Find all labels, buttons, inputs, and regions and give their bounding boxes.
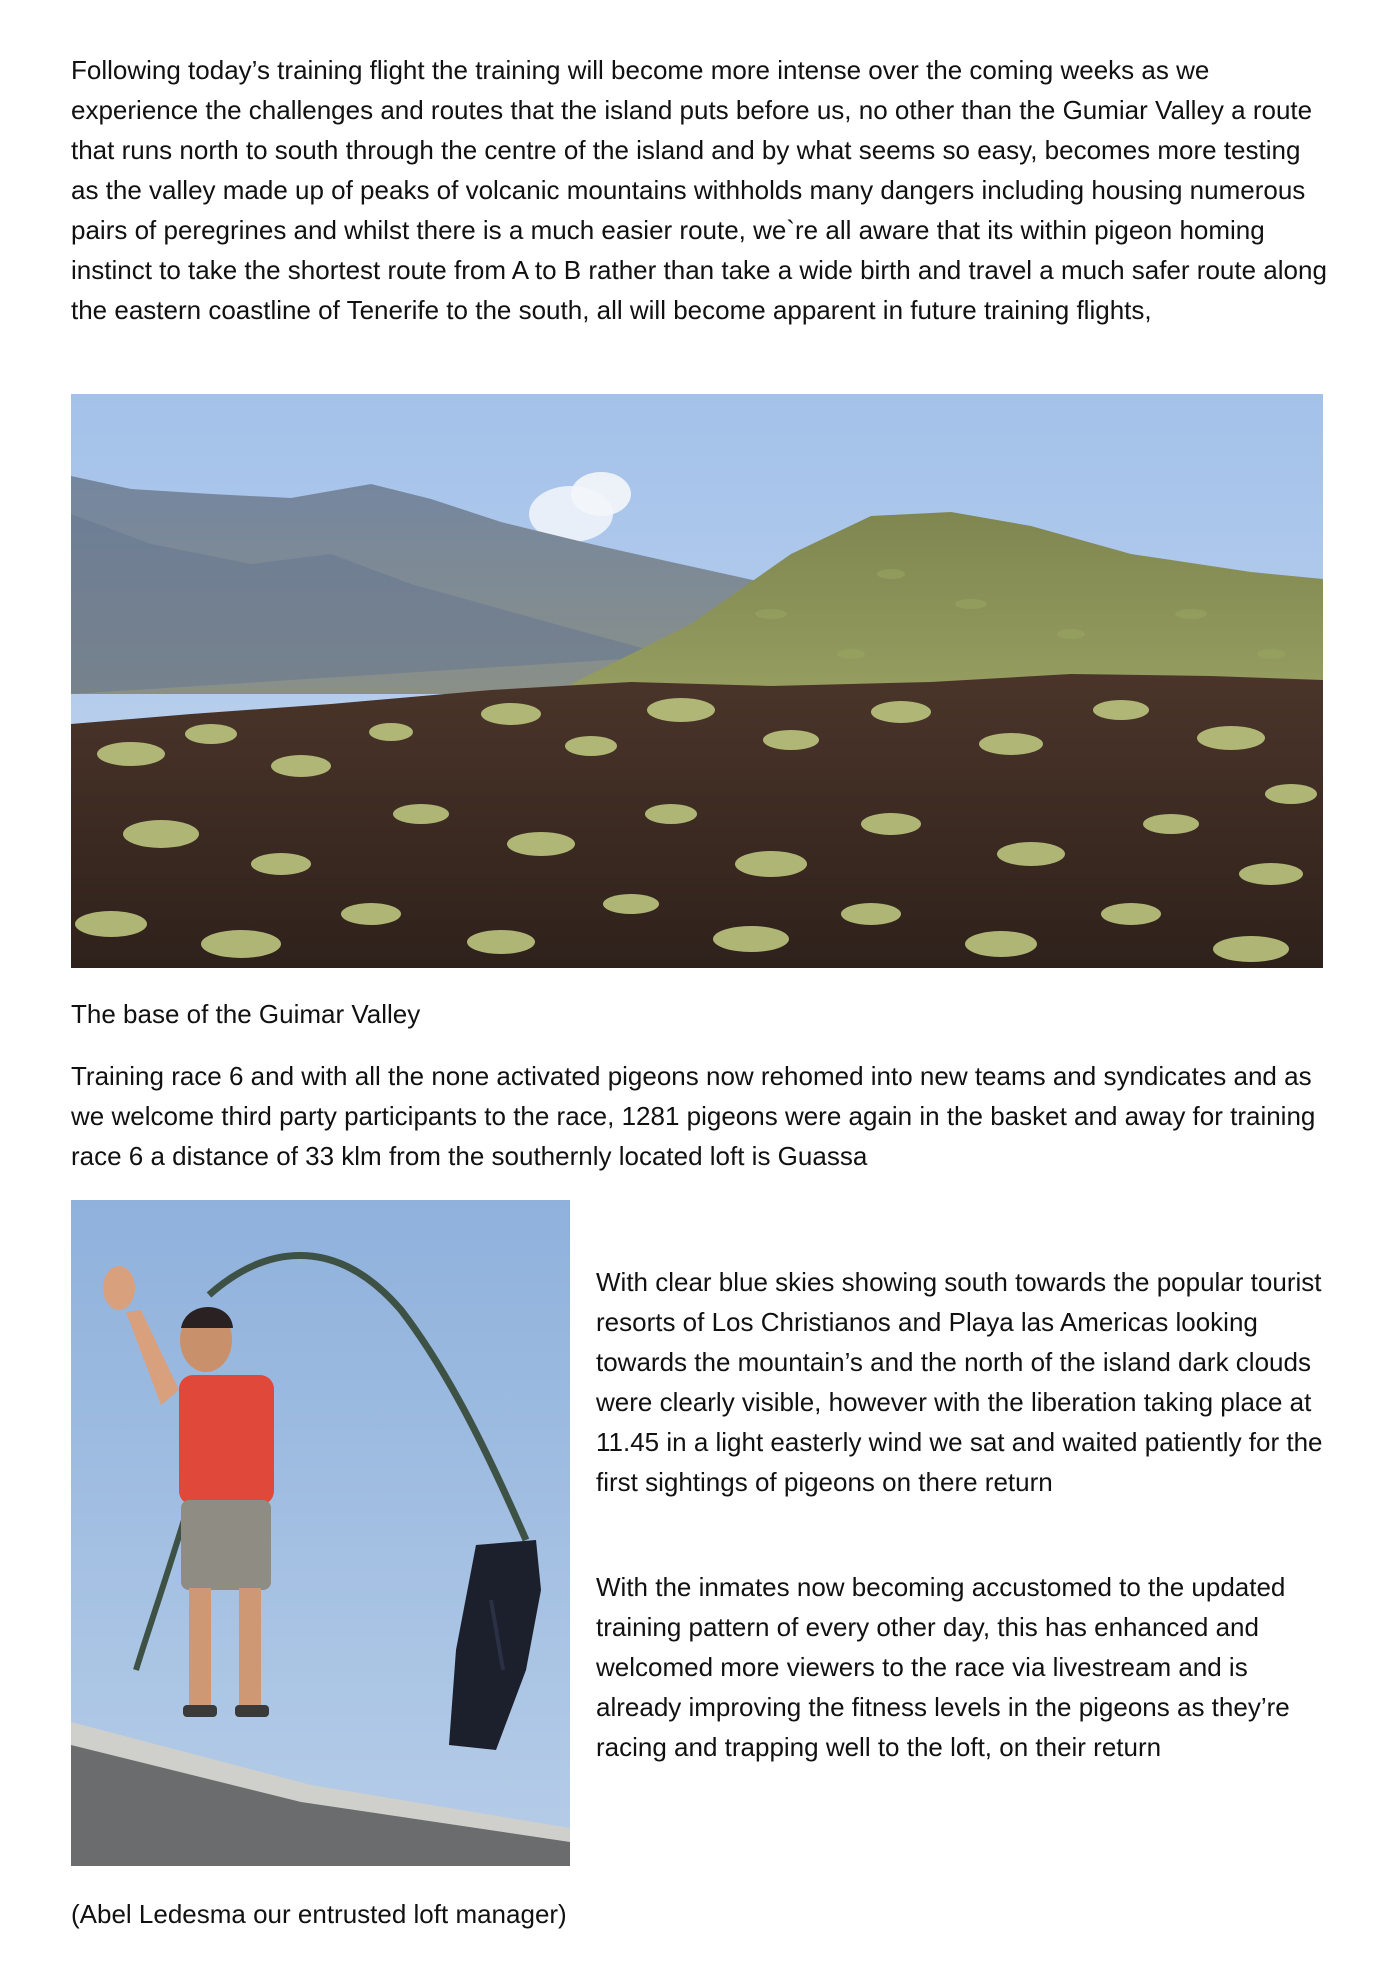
valley-photo-caption: The base of the Guimar Valley <box>71 999 421 1029</box>
clear-skies-paragraph: With clear blue skies showing south towards the popular tourist resorts of Los Christianos and Playa las Americas looking towards the mountain’s and the north of the island dark clouds were clearly visible, however with the liberation taking place at 11.45 in a light easterly wind we sat and waited patiently for the first sightings of pigeons on there return <box>596 1267 1323 1497</box>
guimar-valley-photo <box>71 394 1323 968</box>
intro-paragraph: Following today’s training flight the training will become more intense over the coming weeks as we experience the challenges and routes that the island puts before us, no other than the Gumiar Valley a route that runs north to south through the centre of the island and by what seems so easy, becomes more testing as the valley made up of peaks of volcanic mountains withholds many dangers including housing numerous pairs of peregrines and whilst there is a much easier route, we`re all aware that its within pigeon homing instinct to take the shortest route from A to B rather than take a wide birth and travel a much safer route along the eastern coastline of Tenerife to the south, all will become apparent in future training flights, <box>71 55 1327 325</box>
loft-manager-photo <box>71 1200 570 1866</box>
race6-paragraph: Training race 6 and with all the none activated pigeons now rehomed into new teams and syndicates and as we welcome third party participants to the race, 1281 pigeons were again in the basket and away for training race 6 a distance of 33 klm from the southernly located loft is Guassa <box>71 1061 1316 1171</box>
inmates-paragraph: With the inmates now becoming accustomed to the updated training pattern of every other day, this has enhanced and welcomed more viewers to the race via livestream and is already improving the fitness levels in the pigeons as they’re racing and trapping well to the loft, on their return <box>596 1572 1290 1762</box>
manager-photo-caption: (Abel Ledesma our entrusted loft manager) <box>71 1899 567 1929</box>
